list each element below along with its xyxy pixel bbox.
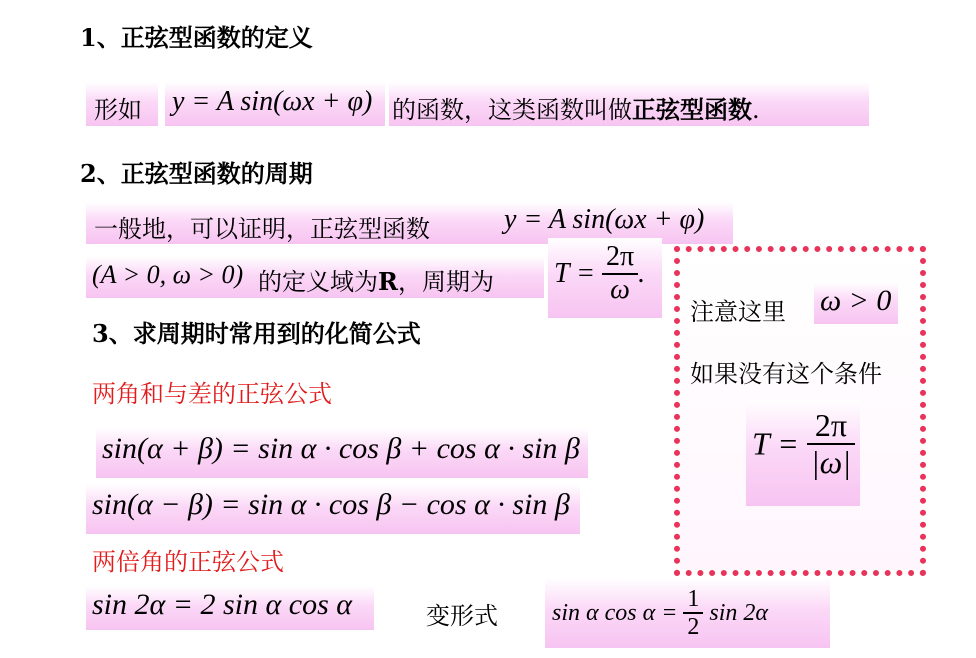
section2-line1-formula: y = A sin(ωx + φ) [504, 204, 705, 235]
note-T: T = [752, 425, 799, 462]
section2-condition: (A > 0, ω > 0) [92, 260, 244, 289]
section2-line1-text: 一般地，可以证明，正弦型函数 [94, 215, 430, 243]
section1-end: . [752, 96, 760, 124]
section2-period-formula [554, 242, 645, 306]
section2-heading: 2、正弦型函数的周期 [80, 159, 313, 188]
variant-formula [552, 586, 768, 641]
note-fraction [807, 408, 855, 480]
note-denominator: |ω| [810, 444, 851, 481]
note-line1: 注意这里 [690, 298, 786, 326]
note-condition: ω > 0 [820, 284, 892, 317]
note-line2: 如果没有这个条件 [690, 360, 882, 388]
variant-fraction [683, 586, 703, 641]
formula-sin-diff: sin(α − β) = sin α · cos β − cos α · sin β [92, 488, 570, 521]
section1-heading: 1、正弦型函数的定义 [80, 23, 313, 52]
period-fraction [602, 242, 638, 306]
section2-line2-text: 的定义域为 [258, 268, 378, 296]
section3-sub2: 两倍角的正弦公式 [92, 548, 284, 576]
section2-domain: R [378, 267, 398, 296]
section1-definition-line [392, 90, 760, 125]
note-period-formula [752, 408, 855, 480]
section2-line2-text2: ，周期为 [397, 268, 494, 296]
period-numerator: 2π [602, 242, 638, 275]
period-denominator: ω [610, 273, 630, 305]
section1-formula: y = A sin(ωx + φ) [172, 86, 373, 117]
formula-sin-sum: sin(α + β) = sin α · cos β + cos α · sin β [102, 432, 580, 465]
section3-heading: 3、求周期时常用到的化简公式 [92, 319, 421, 348]
variant-numerator: 1 [683, 586, 703, 614]
variant-lhs: sin α cos α = [552, 599, 678, 626]
period-T: T = [554, 257, 595, 289]
note-numerator: 2π [807, 408, 855, 445]
formula-sin-double: sin 2α = 2 sin α cos α [92, 588, 352, 621]
section3-sub1: 两角和与差的正弦公式 [92, 380, 332, 408]
period-end: . [638, 257, 646, 289]
section1-mid: 的函数，这类函数叫做 [392, 96, 632, 124]
section1-prefix: 形如 [94, 96, 142, 124]
variant-denominator: 2 [687, 614, 700, 641]
section1-term: 正弦型函数 [632, 95, 752, 124]
section2-line2 [258, 262, 494, 297]
variant-rhs: sin 2α [709, 599, 768, 626]
variant-label: 变形式 [426, 602, 498, 630]
